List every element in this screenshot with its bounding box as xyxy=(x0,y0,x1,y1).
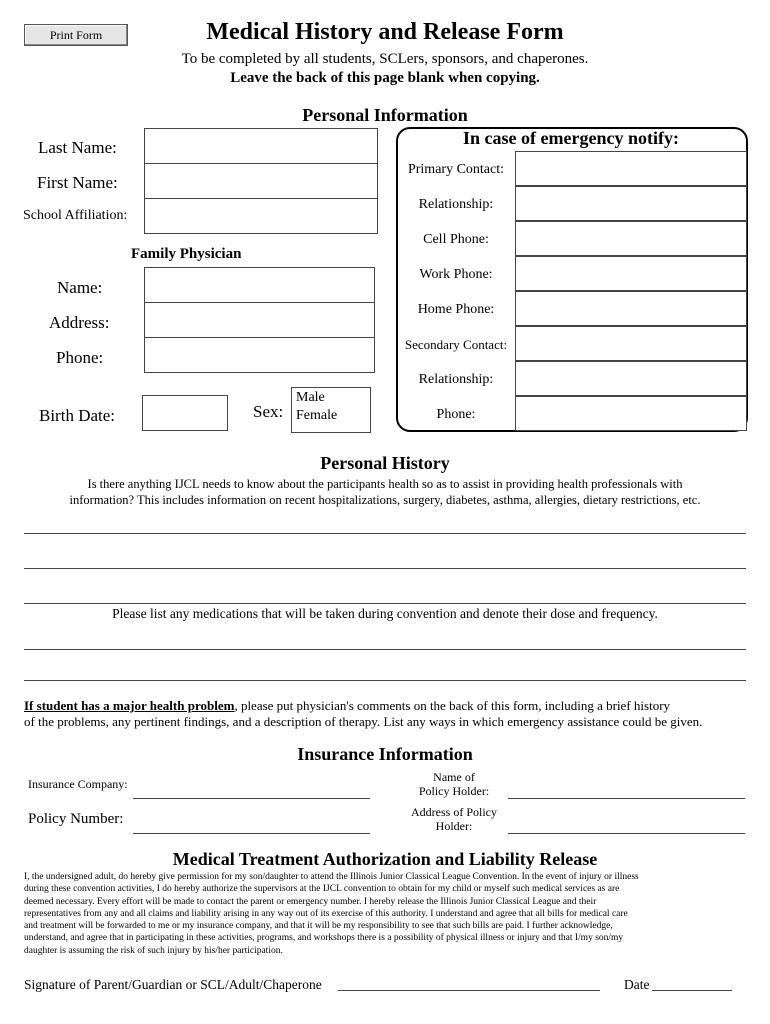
first-name-field[interactable] xyxy=(144,163,378,199)
date-label: Date xyxy=(624,977,650,992)
release-line: and treatment will be forwarded to me or my insurance company, and that it will be my responsibility to see that such bills are paid. I further acknowledge, xyxy=(24,921,613,932)
secondary-contact-label: Secondary Contact: xyxy=(404,337,508,352)
release-line: during these convention activities, I do hereby authorize the supervisors at the IJCL convention to obtain for my child or myself such medical services as are xyxy=(24,884,620,895)
history-question-line1: Is there anything IJCL needs to know about the participants health so as to assist in providing health professionals with xyxy=(87,477,683,491)
holder-name-label-2: Policy Holder: xyxy=(418,784,490,798)
primary-contact-field[interactable] xyxy=(515,151,747,186)
insurance-heading: Insurance Information xyxy=(297,744,473,764)
major-health-line1 xyxy=(24,698,670,714)
relationship-label: Relationship: xyxy=(418,197,494,212)
work-phone-label: Work Phone: xyxy=(419,267,493,282)
subtitle: To be completed by all students, SCLers, sponsors, and chaperones. xyxy=(181,51,589,67)
holder-name-label-1: Name of xyxy=(433,770,475,784)
holder-address-label-2: Holder: xyxy=(435,819,473,833)
page-title: Medical History and Release Form xyxy=(206,19,564,45)
sex-label: Sex: xyxy=(253,402,284,421)
release-text xyxy=(24,871,754,957)
date-field[interactable] xyxy=(652,990,732,991)
medications-line-1[interactable] xyxy=(24,649,746,650)
physician-address-label: Address: xyxy=(49,313,110,332)
physician-phone-label: Phone: xyxy=(56,348,104,367)
history-question-line2: information? This includes information on recent hospitalizations, surgery, diabetes, asthma, allergies, dietary restrictions, etc. xyxy=(69,493,701,507)
medications-prompt: Please list any medications that will be taken during convention and denote their dose and frequency. xyxy=(112,606,658,621)
policy-number-label: Policy Number: xyxy=(28,811,124,827)
last-name-field[interactable] xyxy=(144,128,378,164)
release-heading: Medical Treatment Authorization and Liability Release xyxy=(172,849,598,869)
physician-name-field[interactable] xyxy=(144,267,375,303)
relationship-field[interactable] xyxy=(515,186,747,221)
last-name-label: Last Name: xyxy=(38,138,117,157)
major-health-line2: of the problems, any pertinent findings, and a description of therapy. List any ways in which emergency assistance could be given. xyxy=(24,714,703,729)
secondary-phone-label: Phone: xyxy=(436,407,476,422)
sex-select[interactable] xyxy=(291,387,371,433)
print-form-button[interactable]: Print Form xyxy=(24,24,128,46)
home-phone-field[interactable] xyxy=(515,291,747,326)
major-health-rest: , please put physician's comments on the back of this form, including a brief history xyxy=(234,698,671,713)
holder-name-field[interactable] xyxy=(508,798,745,799)
cell-phone-field[interactable] xyxy=(515,221,747,256)
cell-phone-label: Cell Phone: xyxy=(423,232,489,247)
history-line-2[interactable] xyxy=(24,568,746,569)
major-health-bold: If student has a major health problem xyxy=(24,698,235,713)
school-label: School Affiliation: xyxy=(23,208,128,223)
subtitle-bold: Leave the back of this page blank when copying. xyxy=(230,70,540,86)
personal-history-heading: Personal History xyxy=(320,453,450,473)
birth-date-field[interactable] xyxy=(142,395,228,431)
secondary-relationship-field[interactable] xyxy=(515,361,747,396)
holder-address-field[interactable] xyxy=(508,833,745,834)
primary-contact-label: Primary Contact: xyxy=(407,162,505,177)
release-line: representatives from any and all claims and liability arising in any way out of its exercise of this authority. I understand and agree that all bills for medical care xyxy=(24,908,628,919)
work-phone-field[interactable] xyxy=(515,256,747,291)
insurance-company-field[interactable] xyxy=(133,798,370,799)
secondary-relationship-label: Relationship: xyxy=(418,372,494,387)
family-physician-heading: Family Physician xyxy=(131,246,242,262)
birth-date-label: Birth Date: xyxy=(39,406,116,425)
school-field[interactable] xyxy=(144,198,378,234)
signature-field[interactable] xyxy=(338,990,600,991)
holder-address-label-1: Address of Policy xyxy=(411,805,497,819)
physician-address-field[interactable] xyxy=(144,302,375,338)
insurance-company-label: Insurance Company: xyxy=(28,777,128,791)
release-line: understand, and agree that in participating in these activities, programs, and workshops there is a possibility of physical illness or injury and that I/my son/my xyxy=(24,933,624,944)
secondary-contact-field[interactable] xyxy=(515,326,747,361)
medications-line-2[interactable] xyxy=(24,680,746,681)
signature-label: Signature of Parent/Guardian or SCL/Adult/Chaperone xyxy=(24,977,322,992)
history-line-3[interactable] xyxy=(24,603,746,604)
history-line-1[interactable] xyxy=(24,533,746,534)
home-phone-label: Home Phone: xyxy=(417,302,495,317)
first-name-label: First Name: xyxy=(37,173,118,192)
personal-info-heading: Personal Information xyxy=(302,105,468,125)
physician-name-label: Name: xyxy=(57,278,103,297)
release-line: I, the undersigned adult, do hereby give permission for my son/daughter to attend the Illinois Junior Classical League Convention. In the event of injury or illness xyxy=(24,872,639,882)
release-line: deemed necessary. Every effort will be made to contact the parent or emergency number. I hereby release the Illinois Junior Classical League and their xyxy=(24,896,597,907)
policy-number-field[interactable] xyxy=(133,833,370,834)
sex-option-female[interactable]: Female xyxy=(296,408,338,423)
physician-phone-field[interactable] xyxy=(144,337,375,373)
secondary-phone-field[interactable] xyxy=(515,396,747,431)
sex-option-male[interactable]: Male xyxy=(296,390,325,405)
release-line: daughter is assuming the risk of such injury by his/her participation. xyxy=(24,945,283,956)
emergency-heading: In case of emergency notify: xyxy=(463,128,679,148)
